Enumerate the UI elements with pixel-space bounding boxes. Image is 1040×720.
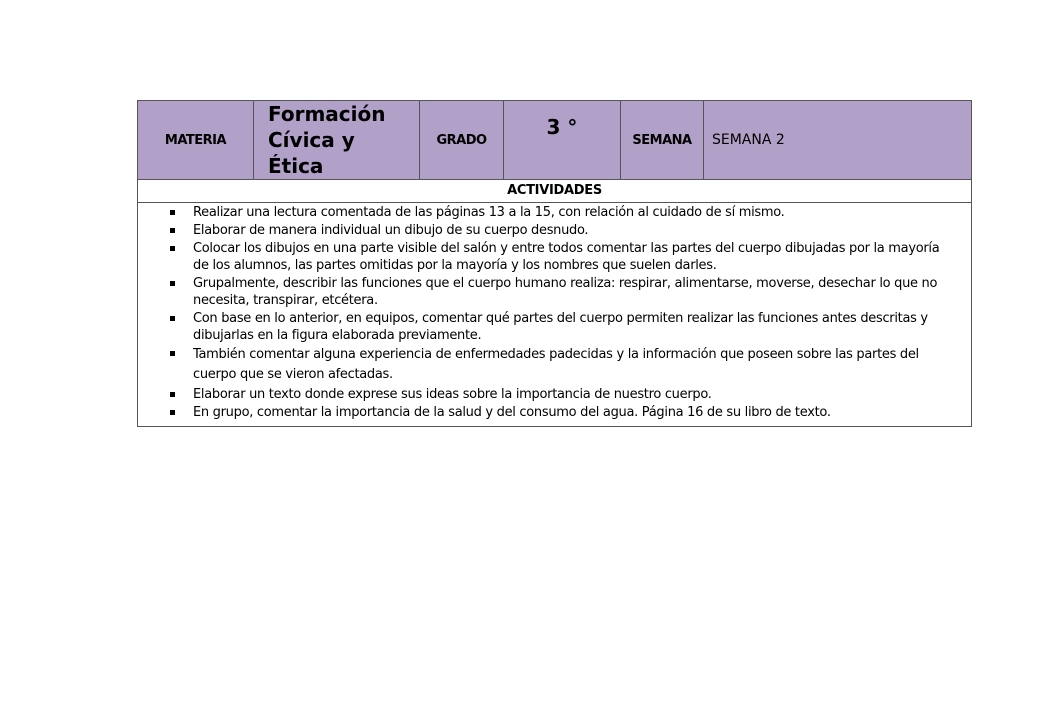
grado-value: 3 ° <box>504 101 621 179</box>
activities-list <box>138 203 971 426</box>
materia-label: MATERIA <box>138 101 254 179</box>
semana-label: SEMANA <box>621 101 704 179</box>
list-item <box>138 204 971 221</box>
header-row <box>138 101 971 180</box>
activity-text: También comentar alguna experiencia de enfermedades padecidas y la información que poseen sobre las partes del cuerpo que se vieron afectadas. <box>193 347 919 382</box>
bullet-icon <box>170 316 175 321</box>
lesson-plan-table <box>137 100 972 427</box>
list-item <box>138 404 971 421</box>
grado-label: GRADO <box>420 101 504 179</box>
list-item <box>138 310 971 344</box>
bullet-icon <box>170 410 175 415</box>
list-item <box>138 345 971 385</box>
list-item <box>138 222 971 239</box>
list-item <box>138 275 971 309</box>
list-item <box>138 386 971 403</box>
bullet-icon <box>170 392 175 397</box>
bullet-icon <box>170 228 175 233</box>
bullet-icon <box>170 281 175 286</box>
materia-value: Formación Cívica y Ética <box>268 102 386 178</box>
activity-text: Elaborar un texto donde exprese sus ideas sobre la importancia de nuestro cuerpo. <box>193 387 712 402</box>
activity-text: Con base en lo anterior, en equipos, comentar qué partes del cuerpo permiten realizar las funciones antes descritas y dibujarlas en la figura elaborada previamente. <box>193 311 928 343</box>
bullet-icon <box>170 351 175 356</box>
activity-text: Grupalmente, describir las funciones que el cuerpo humano realiza: respirar, alimentarse, moverse, desechar lo que no necesita, transpirar, etcétera. <box>193 276 938 308</box>
activity-text: En grupo, comentar la importancia de la salud y del consumo del agua. Página 16 de su libro de texto. <box>193 405 831 420</box>
bullet-icon <box>170 210 175 215</box>
semana-value: SEMANA 2 <box>712 132 785 148</box>
activity-text: Colocar los dibujos en una parte visible del salón y entre todos comentar las partes del cuerpo dibujadas por la mayoría de los alumnos, las partes omitidas por la mayoría y los nombres que suelen darles. <box>193 241 940 273</box>
activities-title: ACTIVIDADES <box>138 180 971 203</box>
materia-value-cell <box>254 101 420 179</box>
activity-text: Elaborar de manera individual un dibujo de su cuerpo desnudo. <box>193 223 589 238</box>
list-item <box>138 240 971 274</box>
activity-text: Realizar una lectura comentada de las páginas 13 a la 15, con relación al cuidado de sí mismo. <box>193 205 785 220</box>
bullet-icon <box>170 246 175 251</box>
